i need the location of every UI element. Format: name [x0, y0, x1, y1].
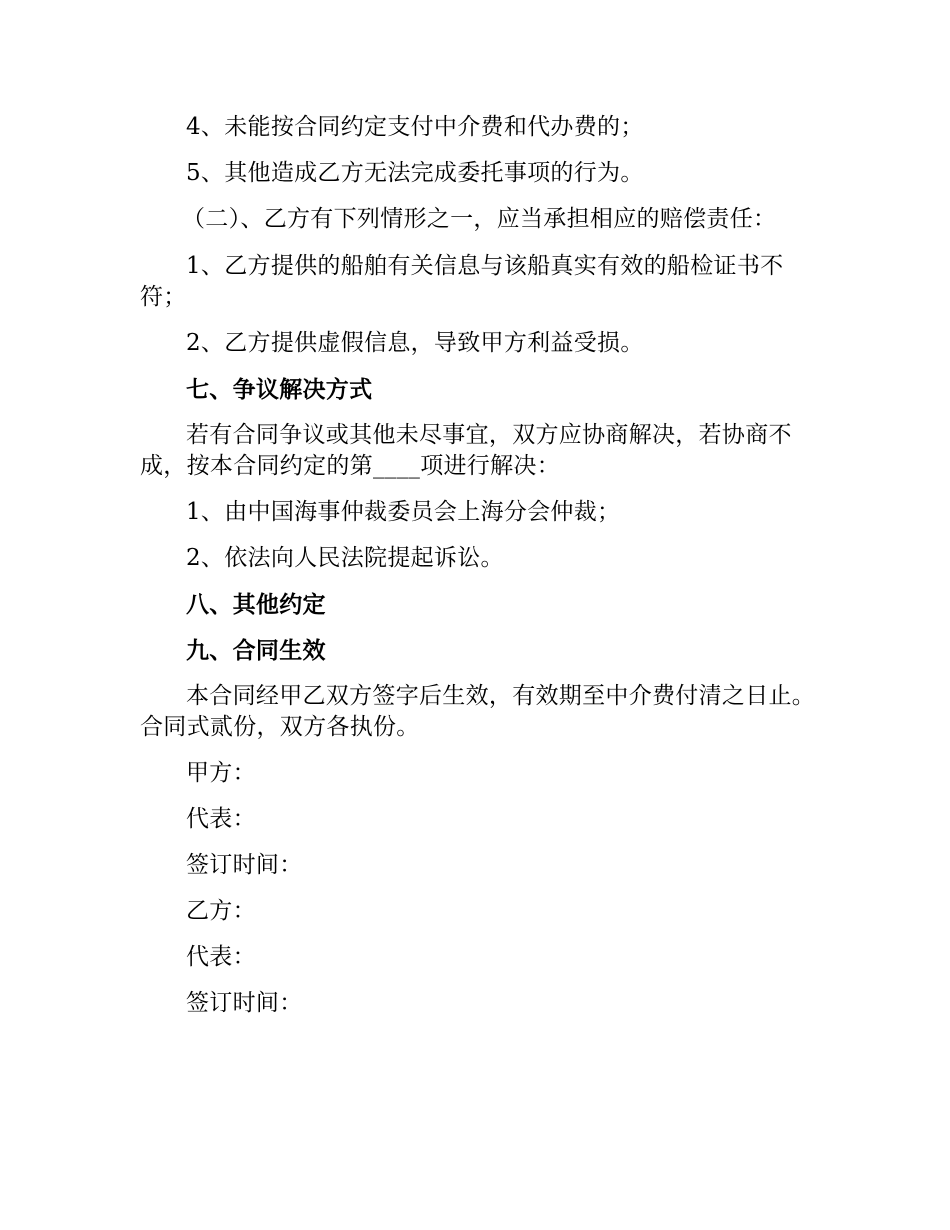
party-b-representative-label: 代表： — [186, 944, 256, 970]
liability-item-2: 2、乙方提供虚假信息，导致甲方利益受损。 — [186, 330, 644, 356]
section-7-heading: 七、争议解决方式 — [186, 376, 373, 403]
section-8-heading: 八、其他约定 — [186, 591, 326, 618]
effectiveness-paragraph: 本合同经甲乙双方签字后生效，有效期至中介费付清之日止。合同式贰份，双方各执份。 — [140, 683, 816, 740]
section-9-heading: 九、合同生效 — [186, 637, 326, 664]
liability-item-1: 1、乙方提供的船舶有关信息与该船真实有效的船检证书不符； — [140, 253, 784, 310]
sub-section-2-title: （二）、乙方有下列情形之一，应当承担相应的赔偿责任： — [182, 206, 777, 232]
party-b-sign-date-label: 签订时间： — [186, 990, 303, 1016]
clause-item-4: 4、未能按合同约定支付中介费和代办费的； — [186, 114, 644, 140]
dispute-paragraph: 若有合同争议或其他未尽事宜，双方应协商解决，若协商不成，按本合同约定的第____项进行解决： — [140, 422, 792, 479]
clause-item-5: 5、其他造成乙方无法完成委托事项的行为。 — [186, 160, 644, 186]
party-a-label: 甲方： — [186, 760, 256, 786]
dispute-option-2: 2、依法向人民法院提起诉讼。 — [186, 545, 504, 571]
party-a-representative-label: 代表： — [186, 806, 256, 832]
party-a-sign-date-label: 签订时间： — [186, 852, 303, 878]
dispute-option-1: 1、由中国海事仲裁委员会上海分会仲裁； — [186, 499, 621, 525]
party-b-label: 乙方： — [186, 898, 256, 924]
